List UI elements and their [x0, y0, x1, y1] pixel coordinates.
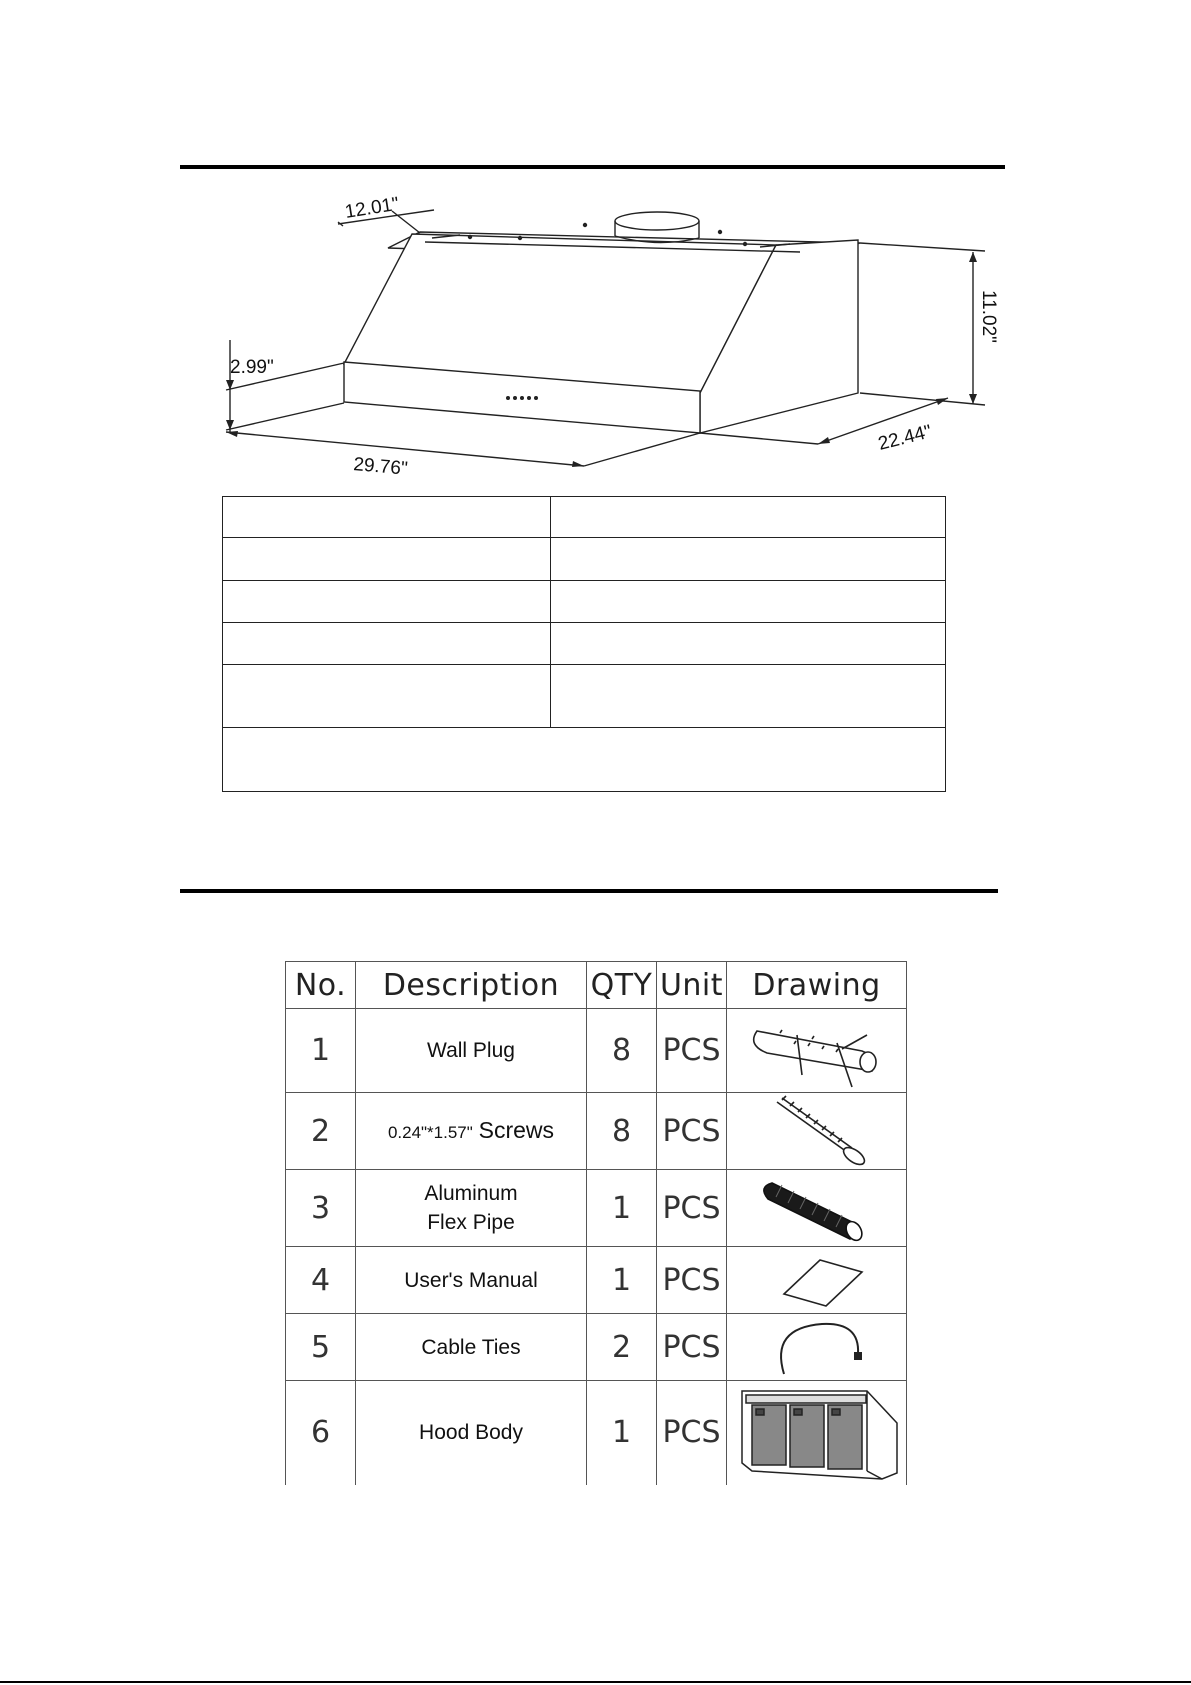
spec-row: [223, 623, 946, 665]
spec-footer-cell: [223, 728, 946, 792]
row-description: User's Manual: [356, 1247, 587, 1314]
spec-cell: [551, 581, 946, 623]
row-qty: 8: [587, 1093, 657, 1170]
row-qty: 8: [587, 1009, 657, 1093]
row-number: 5: [286, 1314, 356, 1381]
spec-cell: [223, 581, 551, 623]
spec-cell: [551, 665, 946, 728]
hood-body-drawing: [727, 1381, 907, 1485]
specification-table: [222, 496, 946, 792]
row-number: 4: [286, 1247, 356, 1314]
row-qty: 1: [587, 1381, 657, 1485]
row-unit: PCS: [657, 1009, 727, 1093]
spec-footer-row: [223, 728, 946, 792]
spec-cell: [223, 538, 551, 581]
spec-cell: [551, 538, 946, 581]
row-number: 6: [286, 1381, 356, 1485]
parts-row-manual: [286, 1247, 907, 1314]
dimension-top-depth: 12.01": [343, 193, 401, 223]
row-number: 1: [286, 1009, 356, 1093]
parts-row-hood-body: [286, 1381, 907, 1485]
parts-list-table: [285, 961, 907, 1485]
parts-row-flex-pipe: [286, 1170, 907, 1247]
row-unit: PCS: [657, 1314, 727, 1381]
page-bottom-rule: [0, 1681, 1191, 1683]
row-qty: 1: [587, 1170, 657, 1247]
header-no: No.: [286, 962, 356, 1009]
parts-row-screws: [286, 1093, 907, 1170]
row-qty: 2: [587, 1314, 657, 1381]
row-unit: PCS: [657, 1381, 727, 1485]
range-hood-dimension-diagram: [0, 0, 1191, 480]
row-description: Cable Ties: [356, 1314, 587, 1381]
row-description: Wall Plug: [356, 1009, 587, 1093]
row-description: [356, 1170, 587, 1247]
row-unit: PCS: [657, 1093, 727, 1170]
manual-drawing: [727, 1247, 907, 1314]
parts-row-wall-plug: [286, 1009, 907, 1093]
spec-row: [223, 665, 946, 728]
description-line: Aluminum: [424, 1182, 518, 1205]
spec-row: [223, 581, 946, 623]
header-description: Description: [356, 962, 587, 1009]
row-unit: PCS: [657, 1170, 727, 1247]
description-line: Flex Pipe: [427, 1211, 515, 1234]
row-description: [356, 1093, 587, 1170]
wall-plug-drawing: [727, 1009, 907, 1093]
screw-label: Screws: [478, 1116, 555, 1143]
flex-pipe-drawing: [727, 1170, 907, 1247]
spec-cell: [551, 623, 946, 665]
parts-header-row: [286, 962, 907, 1009]
spec-cell: [551, 497, 946, 538]
row-number: 3: [286, 1170, 356, 1247]
spec-row: [223, 497, 946, 538]
header-unit: Unit: [657, 962, 727, 1009]
row-number: 2: [286, 1093, 356, 1170]
screw-drawing: [727, 1093, 907, 1170]
dimension-front-height: 2.99": [230, 357, 274, 378]
spec-cell: [223, 497, 551, 538]
header-drawing: Drawing: [727, 962, 907, 1009]
spec-cell: [223, 665, 551, 728]
row-unit: PCS: [657, 1247, 727, 1314]
section-rule-middle: [180, 889, 998, 893]
cable-tie-drawing: [727, 1314, 907, 1381]
row-description: Hood Body: [356, 1381, 587, 1485]
duct-collar-top: [615, 212, 699, 230]
dimension-height: 11.02": [978, 290, 999, 343]
header-qty: QTY: [587, 962, 657, 1009]
spec-cell: [223, 623, 551, 665]
parts-row-cable-ties: [286, 1314, 907, 1381]
dimension-depth: 22.44": [876, 421, 934, 455]
spec-row: [223, 538, 946, 581]
screw-size: 0.24"*1.57": [387, 1122, 473, 1142]
row-qty: 1: [587, 1247, 657, 1314]
dimension-width: 29.76": [352, 454, 409, 480]
